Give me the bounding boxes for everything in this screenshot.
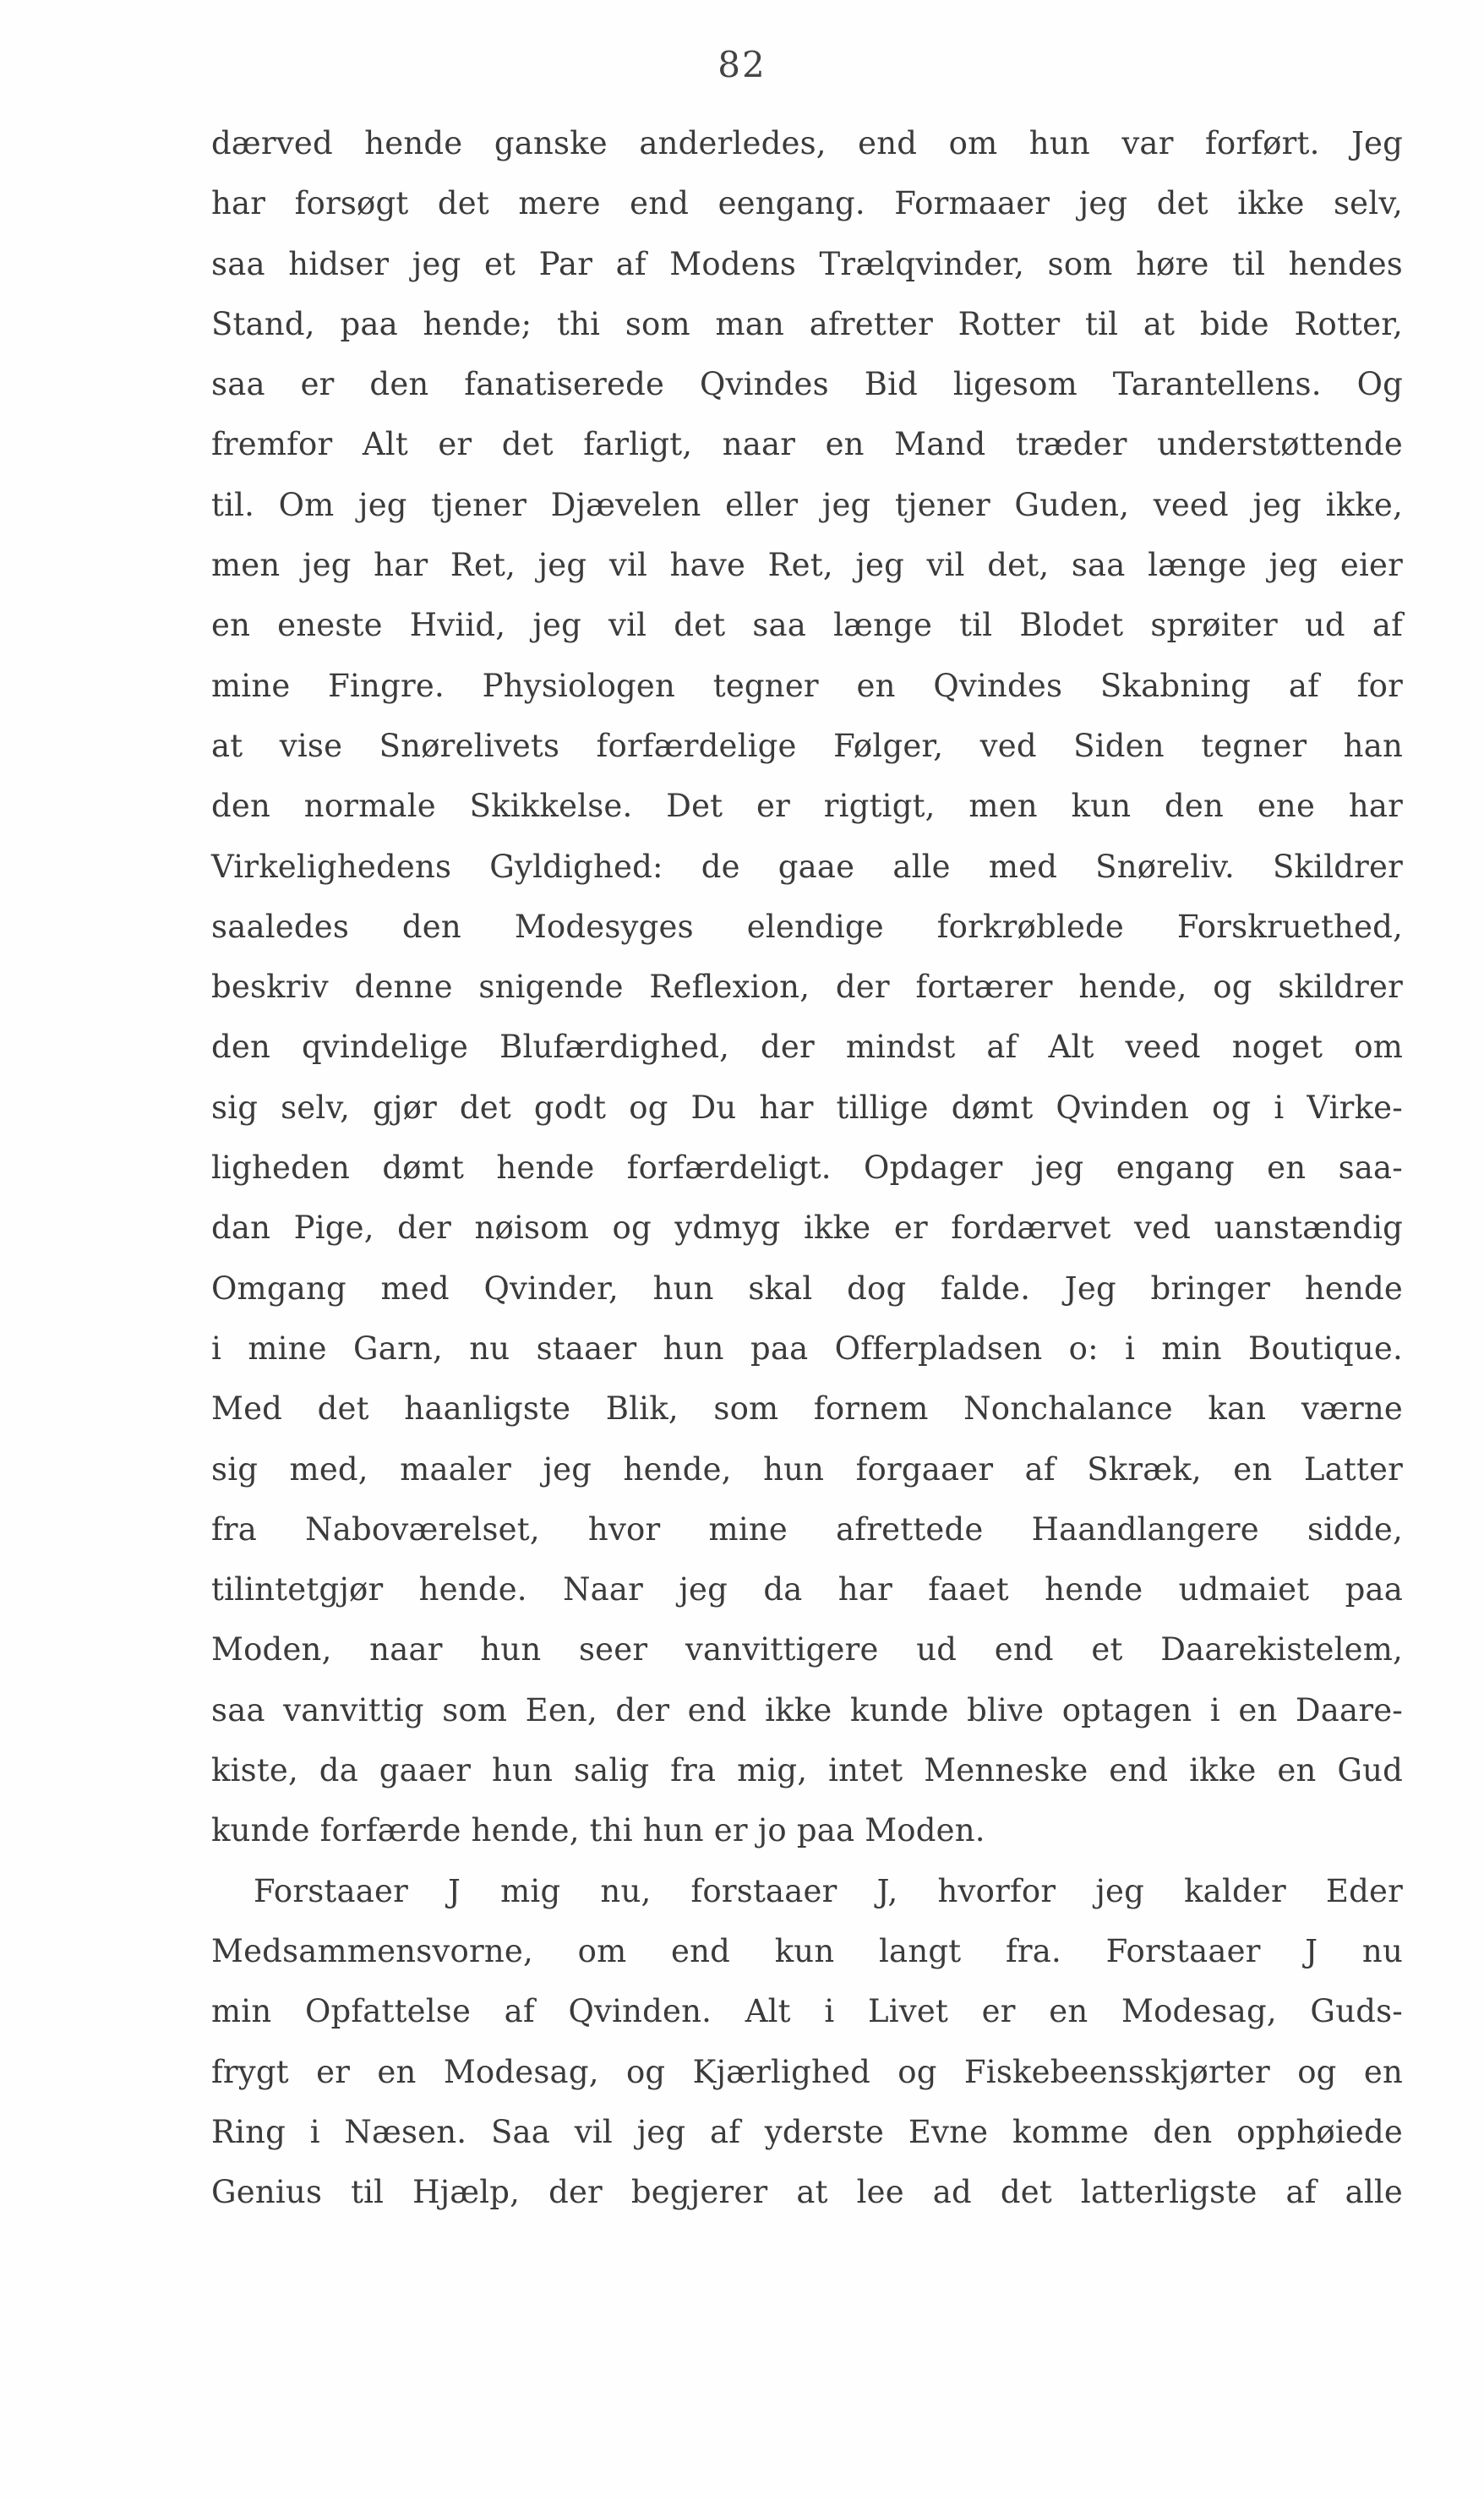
text-line: min Opfattelse af Qvinden. Alt i Livet er en Modesag, Guds- [211,1993,1403,2030]
text-line: Med det haanligste Blik, som fornem Nonchalance kan værne [211,1390,1403,1428]
page-number: 82 [717,44,767,85]
text-line: i mine Garn, nu staaer hun paa Offerpladsen o: i min Boutique. [211,1330,1403,1367]
text-line: mine Fingre. Physiologen tegner en Qvindes Skabning af for [211,667,1403,704]
text-line: at vise Snørelivets forfærdelige Følger, ved Siden tegner han [211,727,1403,764]
text-line: frygt er en Modesag, og Kjærlighed og Fiskebeensskjørter og en [211,2053,1403,2090]
text-line: men jeg har Ret, jeg vil have Ret, jeg vil det, saa længe jeg eier [211,547,1403,584]
text-line: fra Naboværelset, hvor mine afrettede Haandlangere sidde, [211,1510,1403,1548]
text-line: til. Om jeg tjener Djævelen eller jeg tjener Guden, veed jeg ikke, [211,486,1403,523]
text-line: beskriv denne snigende Reflexion, der fortærer hende, og skildrer [211,969,1403,1006]
text-line: fremfor Alt er det farligt, naar en Mand træder understøttende [211,426,1403,463]
text-line: Ring i Næsen. Saa vil jeg af yderste Evne komme den opphøiede [211,2113,1403,2150]
text-line: sig med, maaler jeg hende, hun forgaaer af Skræk, en Latter [211,1450,1403,1488]
text-line: Stand, paa hende; thi som man afretter Rotter til at bide Rotter, [211,305,1403,342]
text-line: saa vanvittig som Een, der end ikke kunde blive optagen i en Daare- [211,1691,1403,1728]
text-line: dærved hende ganske anderledes, end om hun var forført. Jeg [211,125,1403,161]
text-line: den qvindelige Blufærdighed, der mindst af Alt veed noget om [211,1029,1403,1066]
text-line: en eneste Hviid, jeg vil det saa længe til Blodet sprøiter ud af [211,607,1403,644]
text-line: Genius til Hjælp, der begjerer at lee ad det latterligste af alle [211,2174,1403,2211]
text-line: Medsammensvorne, om end kun langt fra. Forstaaer J nu [211,1932,1403,1969]
text-line: Virkelighedens Gyldighed: de gaae alle med Snøreliv. Skildrer [211,848,1403,885]
text-line: dan Pige, der nøisom og ydmyg ikke er fordærvet ved uanstændig [211,1210,1403,1247]
text-line: sig selv, gjør det godt og Du har tillige dømt Qvinden og i Virke- [211,1089,1403,1126]
text-line: saa er den fanatiserede Qvindes Bid ligesom Tarantellens. Og [211,366,1403,403]
paragraph-start-line: Forstaaer J mig nu, forstaaer J, hvorfor jeg kalder Eder [254,1872,1403,1909]
text-line: tilintetgjør hende. Naar jeg da har faaet hende udmaiet paa [211,1571,1403,1608]
text-line: ligheden dømt hende forfærdeligt. Opdager jeg engang en saa- [211,1149,1403,1187]
paragraph-end-line: kunde forfærde hende, thi hun er jo paa Moden. [211,1812,985,1849]
text-line: Omgang med Qvinder, hun skal dog falde. Jeg bringer hende [211,1270,1403,1307]
body-text [211,113,1403,2222]
text-line: har forsøgt det mere end eengang. Formaaer jeg det ikke selv, [211,185,1403,222]
text-line: saa hidser jeg et Par af Modens Trælqvinder, som høre til hendes [211,245,1403,282]
text-line: den normale Skikkelse. Det er rigtigt, men kun den ene har [211,788,1403,825]
text-line: kiste, da gaaer hun salig fra mig, intet Menneske end ikke en Gud [211,1752,1403,1789]
text-line: Moden, naar hun seer vanvittigere ud end et Daarekistelem, [211,1631,1403,1668]
text-line: saaledes den Modesyges elendige forkrøblede Forskruethed, [211,908,1403,945]
